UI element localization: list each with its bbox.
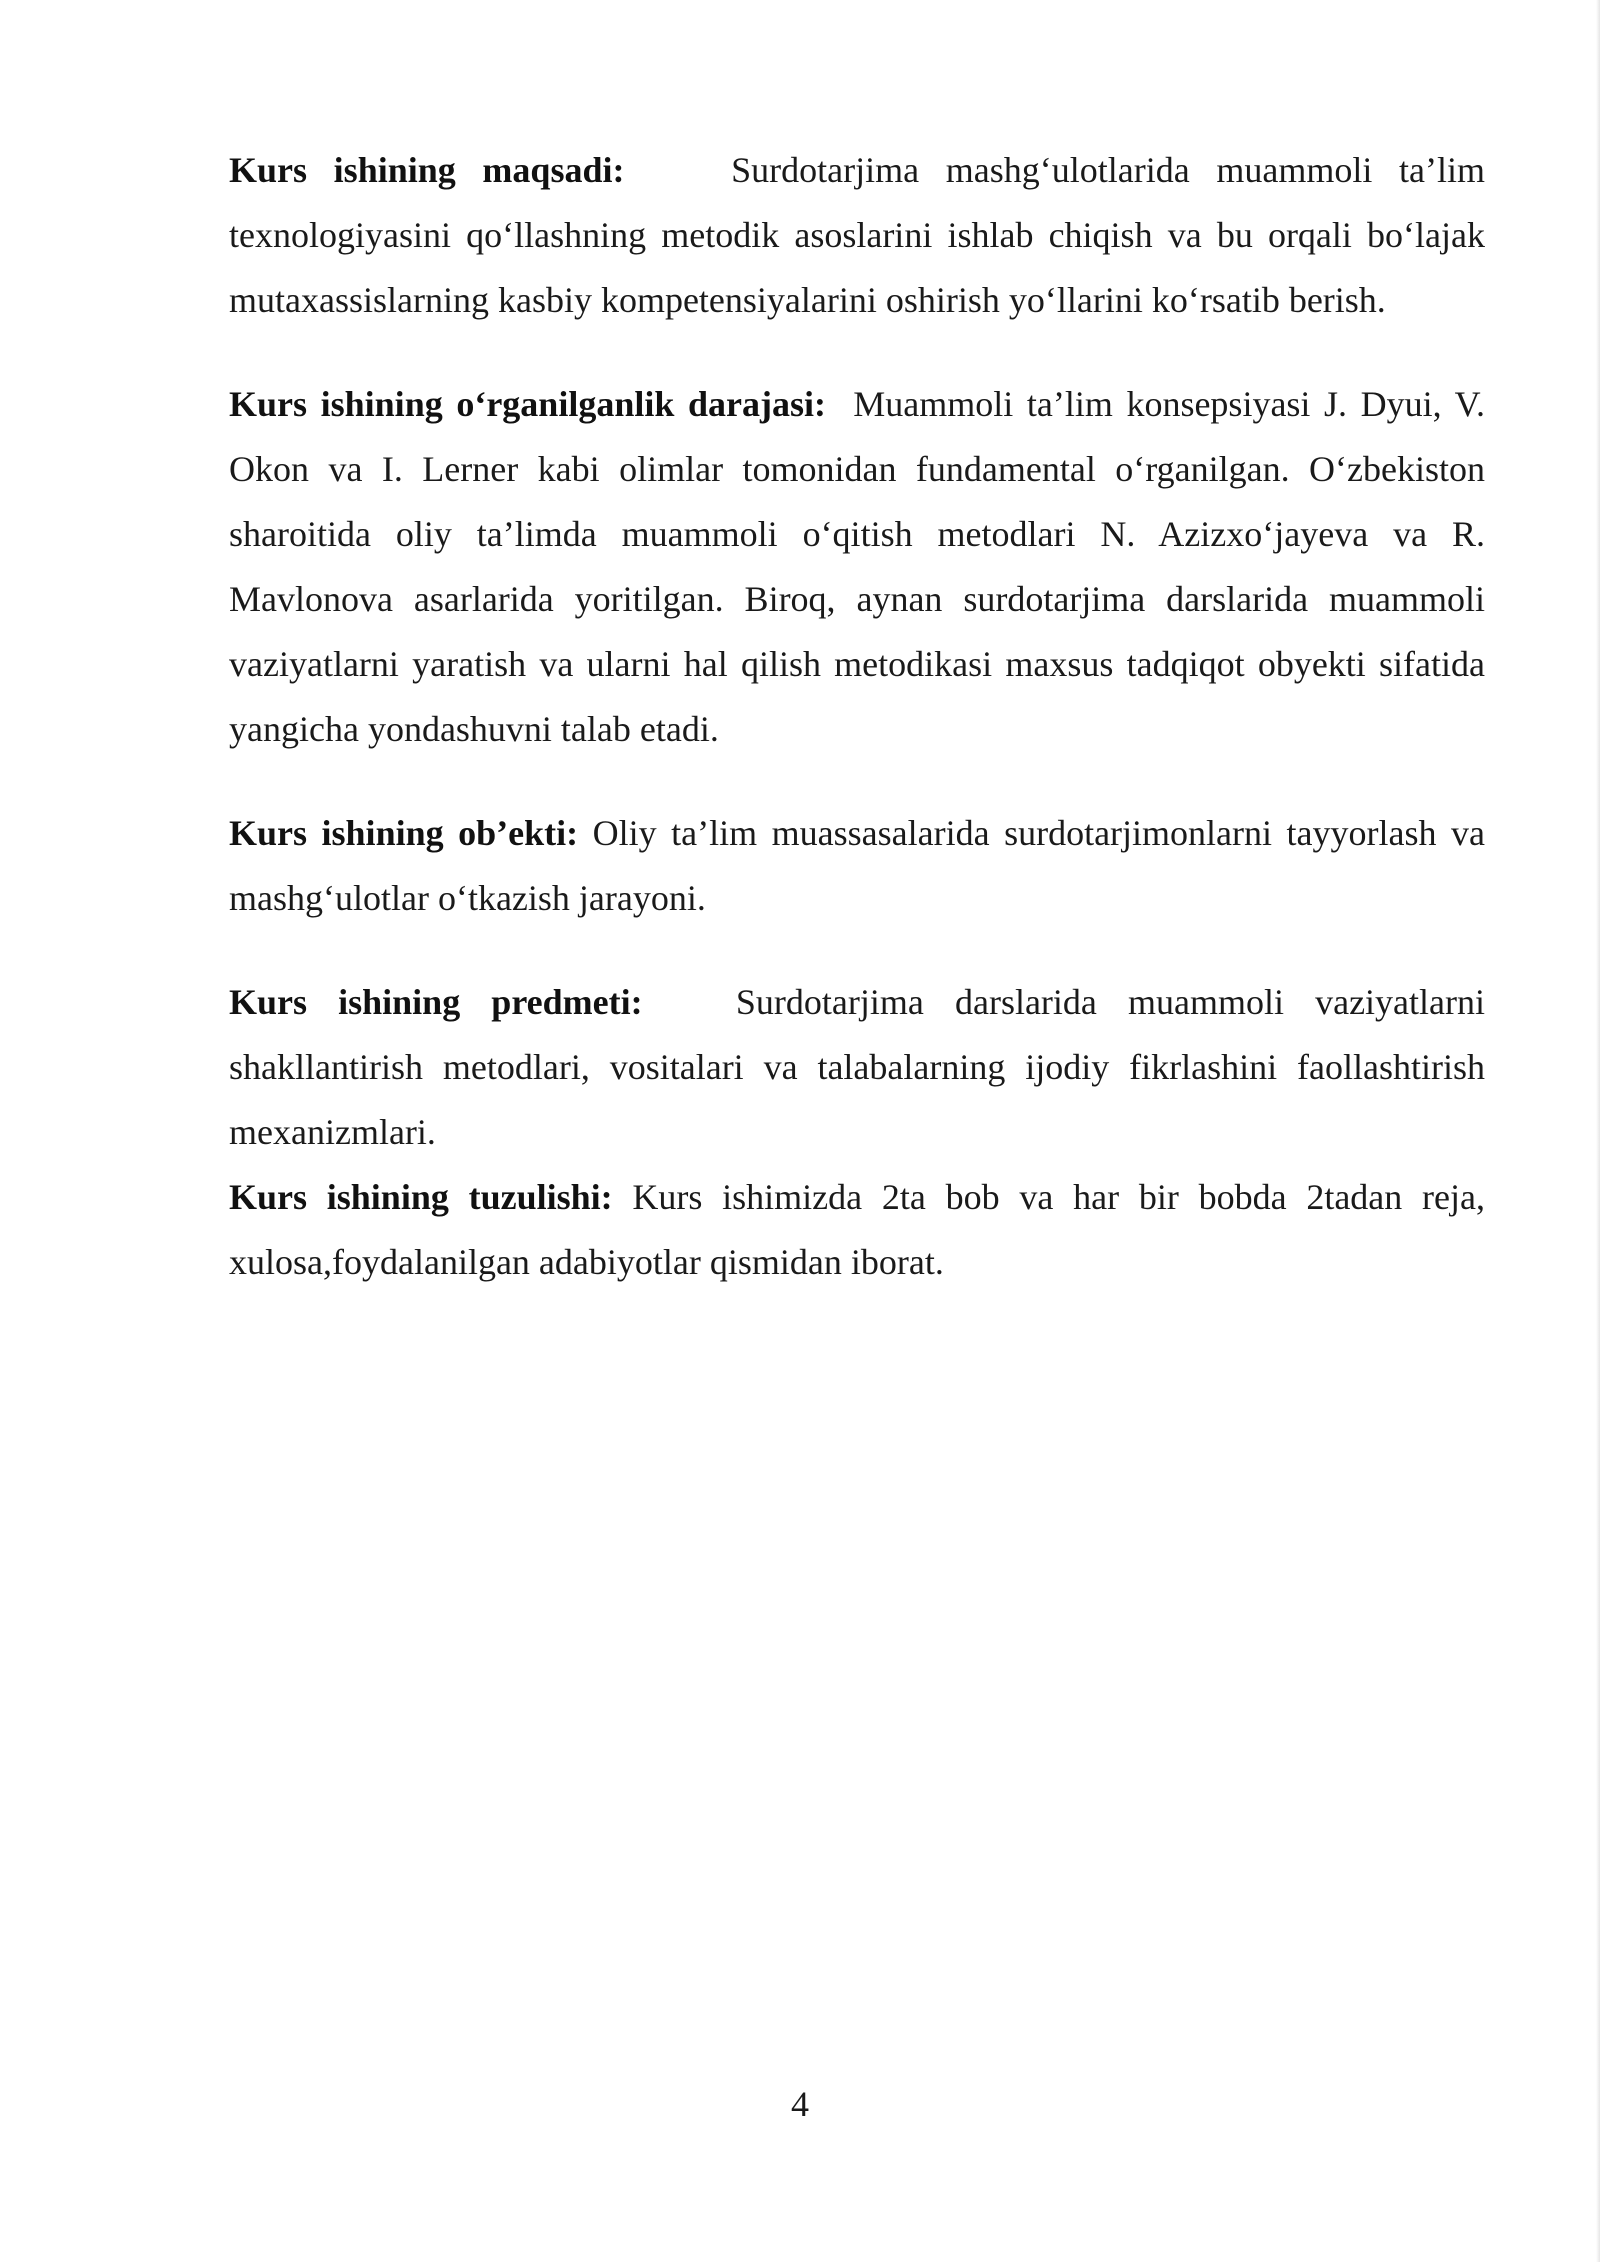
paragraph-label: Kurs ishining ob’ekti:: [229, 813, 579, 853]
paragraph-text: Kurs ishimizda 2ta bob va har bir bobda 2tadan reja, xulosa,foydalanilgan adabiyotlar qismidan iborat.: [229, 1177, 1485, 1282]
paragraph-label: Kurs ishining maqsadi:: [229, 150, 625, 190]
page-number: 4: [791, 2084, 809, 2124]
page-body: [229, 138, 1485, 1295]
paragraph-obekti: [229, 801, 1485, 931]
paragraph-text: Surdotarjima darslarida muammoli vaziyatlarni shakllantirish metodlari, vositalari va talabalarning ijodiy fikrlashini faollashtirish mexanizmlari.: [229, 982, 1485, 1152]
paragraph-maqsadi: [229, 138, 1485, 333]
paragraph-label: Kurs ishining predmeti:: [229, 982, 643, 1022]
paragraph-text: Surdotarjima mashg‘ulotlarida muammoli ta’lim texnologiyasini qo‘llashning metodik asoslarini ishlab chiqish va bu orqali bo‘lajak mutaxassislarning kasbiy kompetensiyalarini oshirish yo‘llarini ko‘rsatib berish.: [229, 150, 1486, 320]
paragraph-tuzulishi: [229, 1165, 1485, 1295]
paragraph-text: Oliy ta’lim muassasalarida surdotarjimonlarni tayyorlash va mashg‘ulotlar o‘tkazish jarayoni.: [229, 813, 1485, 918]
page-edge-shadow: [1596, 0, 1600, 2262]
paragraph-predmeti: [229, 970, 1485, 1165]
paragraph-organilganlik: [229, 372, 1485, 762]
paragraph-label: Kurs ishining tuzulishi:: [229, 1177, 613, 1217]
paragraph-text: Muammoli ta’lim konsepsiyasi J. Dyui, V. Okon va I. Lerner kabi olimlar tomonidan fundamental o‘rganilgan. O‘zbekiston sharoitida oliy ta’limda muammoli o‘qitish metodlari N. Azizxo‘jayeva va R. Mavlonova asarlarida yoritilgan. Biroq, aynan surdotarjima darslarida muammoli vaziyatlarni yaratish va ularni hal qilish metodikasi maxsus tadqiqot obyekti sifatida yangicha yondashuvni talab etadi.: [229, 384, 1486, 749]
paragraph-label: Kurs ishining o‘rganilganlik darajasi:: [229, 384, 826, 424]
